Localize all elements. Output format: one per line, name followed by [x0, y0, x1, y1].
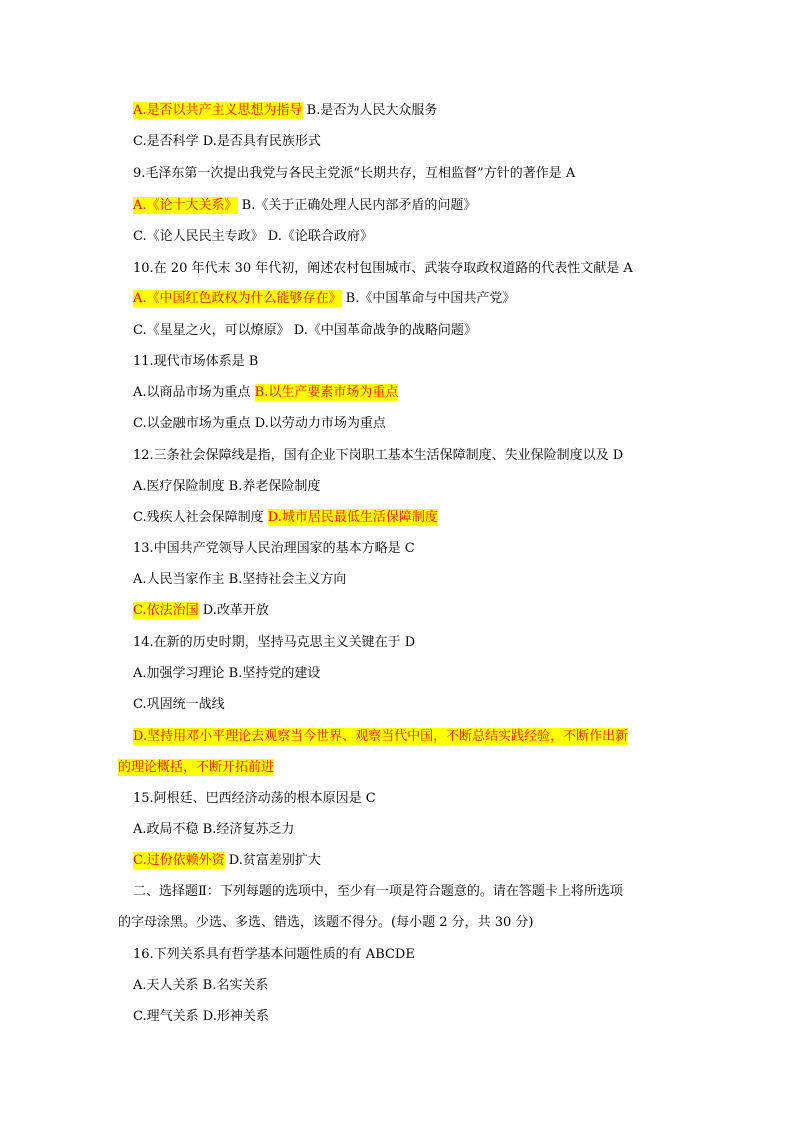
highlighted-text: D.坚持用邓小平理论去观察当今世界、观察当代中国，不断总结实践经验，不断作出新 [133, 729, 629, 744]
text-span: C.以金融市场为重点 D.以劳动力市场为重点 [133, 416, 386, 431]
text-line [133, 164, 575, 183]
text-span: C.是否科学 D.是否具有民族形式 [133, 134, 321, 149]
text-line [133, 477, 320, 496]
text-span: C.《论人民民主专政》 D.《论联合政府》 [133, 229, 373, 244]
text-span: 16.下列关系具有哲学基本问题性质的有 ABCDE [133, 947, 415, 962]
text-span: B.《中国革命与中国共产党》 [341, 291, 516, 306]
text-span: 12.三条社会保障线是指，国有企业下岗职工基本生活保障制度、失业保险制度以及 D [133, 448, 624, 463]
text-span: A.政局不稳 B.经济复苏乏力 [133, 822, 295, 837]
text-line [133, 132, 321, 151]
text-span: 10.在 20 年代末 30 年代初，阐述农村包围城市、武装夺取政权道路的代表性文献是 A [133, 261, 633, 276]
highlighted-text: D.城市居民最低生活保障制度 [267, 510, 438, 525]
text-line [118, 758, 274, 777]
text-span: 的字母涂黑。少选、多选、错选，该题不得分。(每小题 2 分，共 30 分) [118, 915, 534, 930]
text-line [133, 882, 623, 901]
text-span: A.医疗保险制度 B.养老保险制度 [133, 479, 321, 494]
text-line [133, 945, 415, 964]
text-span: A.以商品市场为重点 [133, 385, 255, 400]
text-span: 14.在新的历史时期，坚持马克思主义关键在于 D [133, 635, 416, 650]
highlighted-text: C.过份依赖外资 [133, 853, 225, 868]
text-span: B.《关于正确处理人民内部矛盾的问题》 [237, 198, 477, 213]
text-span: 二、选择题Ⅱ：下列每题的选项中，至少有一项是符合题意的。请在答题卡上将所选项 [133, 884, 623, 899]
highlighted-text: A.《论十大关系》 [133, 198, 238, 213]
text-span: A.天人关系 B.名实关系 [133, 978, 269, 993]
text-line [133, 664, 320, 683]
text-line [133, 851, 321, 870]
text-line [133, 789, 376, 808]
highlighted-text: C.依法治国 [133, 603, 199, 618]
text-line [133, 633, 415, 652]
text-line [133, 539, 415, 558]
text-line [133, 352, 258, 371]
text-span: C.理气关系 D.形神关系 [133, 1009, 269, 1024]
text-line [133, 227, 373, 246]
text-span: D.贫富差别扩大 [224, 853, 321, 868]
text-span: A.加强学习理论 B.坚持党的建设 [133, 666, 321, 681]
text-span: C.巩固统一战线 [133, 697, 225, 712]
text-span: 15.阿根廷、巴西经济动荡的根本原因是 C [133, 791, 376, 806]
text-line [133, 976, 268, 995]
text-line [133, 508, 438, 527]
text-line [133, 196, 476, 215]
text-line [133, 414, 386, 433]
highlighted-text: A.《中国红色政权为什么能够存在》 [133, 291, 342, 306]
text-line [133, 695, 225, 714]
text-span: B.是否为人民大众服务 [302, 103, 438, 118]
text-line [133, 383, 398, 402]
text-line [133, 289, 515, 308]
text-span: 11.现代市场体系是 B [133, 354, 259, 369]
text-span: D.改革开放 [198, 603, 269, 618]
text-span: 13.中国共产党领导人民治理国家的基本方略是 C [133, 541, 415, 556]
highlighted-text: 的理论概括，不断开拓前进 [118, 760, 275, 775]
text-line [133, 570, 346, 589]
text-line [133, 1007, 269, 1026]
text-line [118, 913, 534, 932]
highlighted-text: B.以生产要素市场为重点 [254, 385, 399, 400]
text-span: 9.毛泽东第一次提出我党与各民主党派“长期共存，互相监督”方针的著作是 A [133, 166, 576, 181]
text-line [133, 601, 269, 620]
text-line [133, 727, 628, 746]
text-span: C.残疾人社会保障制度 [133, 510, 268, 525]
highlighted-text: A.是否以共产主义思想为指导 [133, 103, 303, 118]
text-span: C.《星星之火，可以燎原》 D.《中国革命战争的战略问题》 [133, 323, 477, 338]
text-line [133, 321, 477, 340]
text-span: A.人民当家作主 B.坚持社会主义方向 [133, 572, 347, 587]
text-line [133, 101, 437, 120]
text-line [133, 259, 633, 278]
text-line [133, 820, 294, 839]
text-line [133, 446, 623, 465]
